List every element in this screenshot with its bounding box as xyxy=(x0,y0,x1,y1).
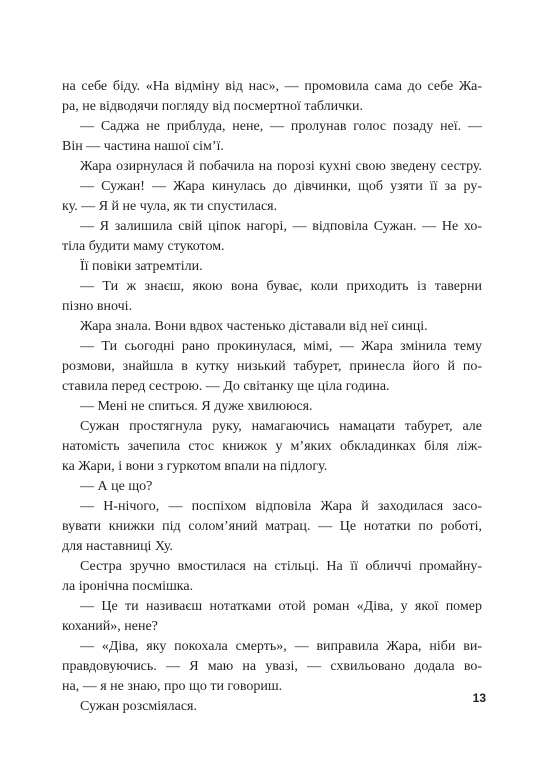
text-line: — А це що? xyxy=(80,479,153,494)
text-line: — «Діва, яку покохала смерть», — виправила Жара, ніби ви- xyxy=(80,639,482,654)
text-line: Жара озирнулася й побачила на порозі кухні свою зведену сестру. xyxy=(80,159,482,174)
text-line: ла іронічна посмішка. xyxy=(62,579,194,594)
text-line: ка Жари, і вони з гуркотом впали на підлогу. xyxy=(62,459,328,474)
text-line: — Я залишила свій ціпок нагорі, — відповіла Сужан. — Не хо- xyxy=(80,219,482,234)
text-line: Він — частина нашої сім’ї. xyxy=(62,139,224,154)
text-line: ку. — Я й не чула, як ти спустилася. xyxy=(62,199,278,214)
text-line: Її повіки затремтіли. xyxy=(80,259,203,274)
text-line: — Саджа не приблуда, нене, — пролунав голос позаду неї. — xyxy=(80,119,482,134)
text-line: натомість зачепила стос книжок у м’яких обкладинках біля ліж- xyxy=(62,439,482,454)
text-line: коханий», нене? xyxy=(62,619,158,634)
text-line: — Мені не спиться. Я дуже хвилююся. xyxy=(80,399,313,414)
text-line: правдовуючись. — Я маю на увазі, — схвильовано додала во- xyxy=(62,659,482,674)
text-line: вувати книжки під солом’яний матрац. — Це нотатки по роботі, xyxy=(62,519,482,534)
text-line: Сужан простягнула руку, намагаючись намацати табурет, але xyxy=(80,419,482,434)
text-line: на себе біду. «На відміну від нас», — промовила сама до себе Жа- xyxy=(62,79,482,94)
text-line: розмови, знайшла в кутку низький табурет, принесла його й по- xyxy=(62,359,482,374)
text-line: пізно вночі. xyxy=(62,299,133,314)
text-line: — Н-нічого, — поспіхом відповіла Жара й заходилася засо- xyxy=(80,499,482,514)
text-line: для наставниці Ху. xyxy=(62,539,173,554)
page-number: 13 xyxy=(472,691,486,705)
text-line: Сужан розсміялася. xyxy=(80,699,197,714)
body-text xyxy=(62,77,482,717)
text-line: на, — я не знаю, про що ти говориш. xyxy=(62,679,283,694)
text-line: ра, не відводячи погляду від посмертної таблички. xyxy=(62,99,363,114)
text-line: ставила перед сестрою. — До світанку ще ціла година. xyxy=(62,379,390,394)
text-line: — Ти ж знаєш, якою вона буває, коли приходить із таверни xyxy=(80,279,482,294)
text-line: тіла будити маму стукотом. xyxy=(62,239,225,254)
text-line: — Це ти називаєш нотатками отой роман «Діва, у якої помер xyxy=(80,599,482,614)
text-line: — Сужан! — Жара кинулась до дівчинки, щоб узяти її за ру- xyxy=(80,179,482,194)
text-line: Сестра зручно вмостилася на стільці. На її обличчі промайну- xyxy=(80,559,482,574)
text-line: Жара знала. Вони вдвох частенько діставали від неї синці. xyxy=(80,319,428,334)
text-line: — Ти сьогодні рано прокинулася, мімі, — Жара змінила тему xyxy=(80,339,482,354)
